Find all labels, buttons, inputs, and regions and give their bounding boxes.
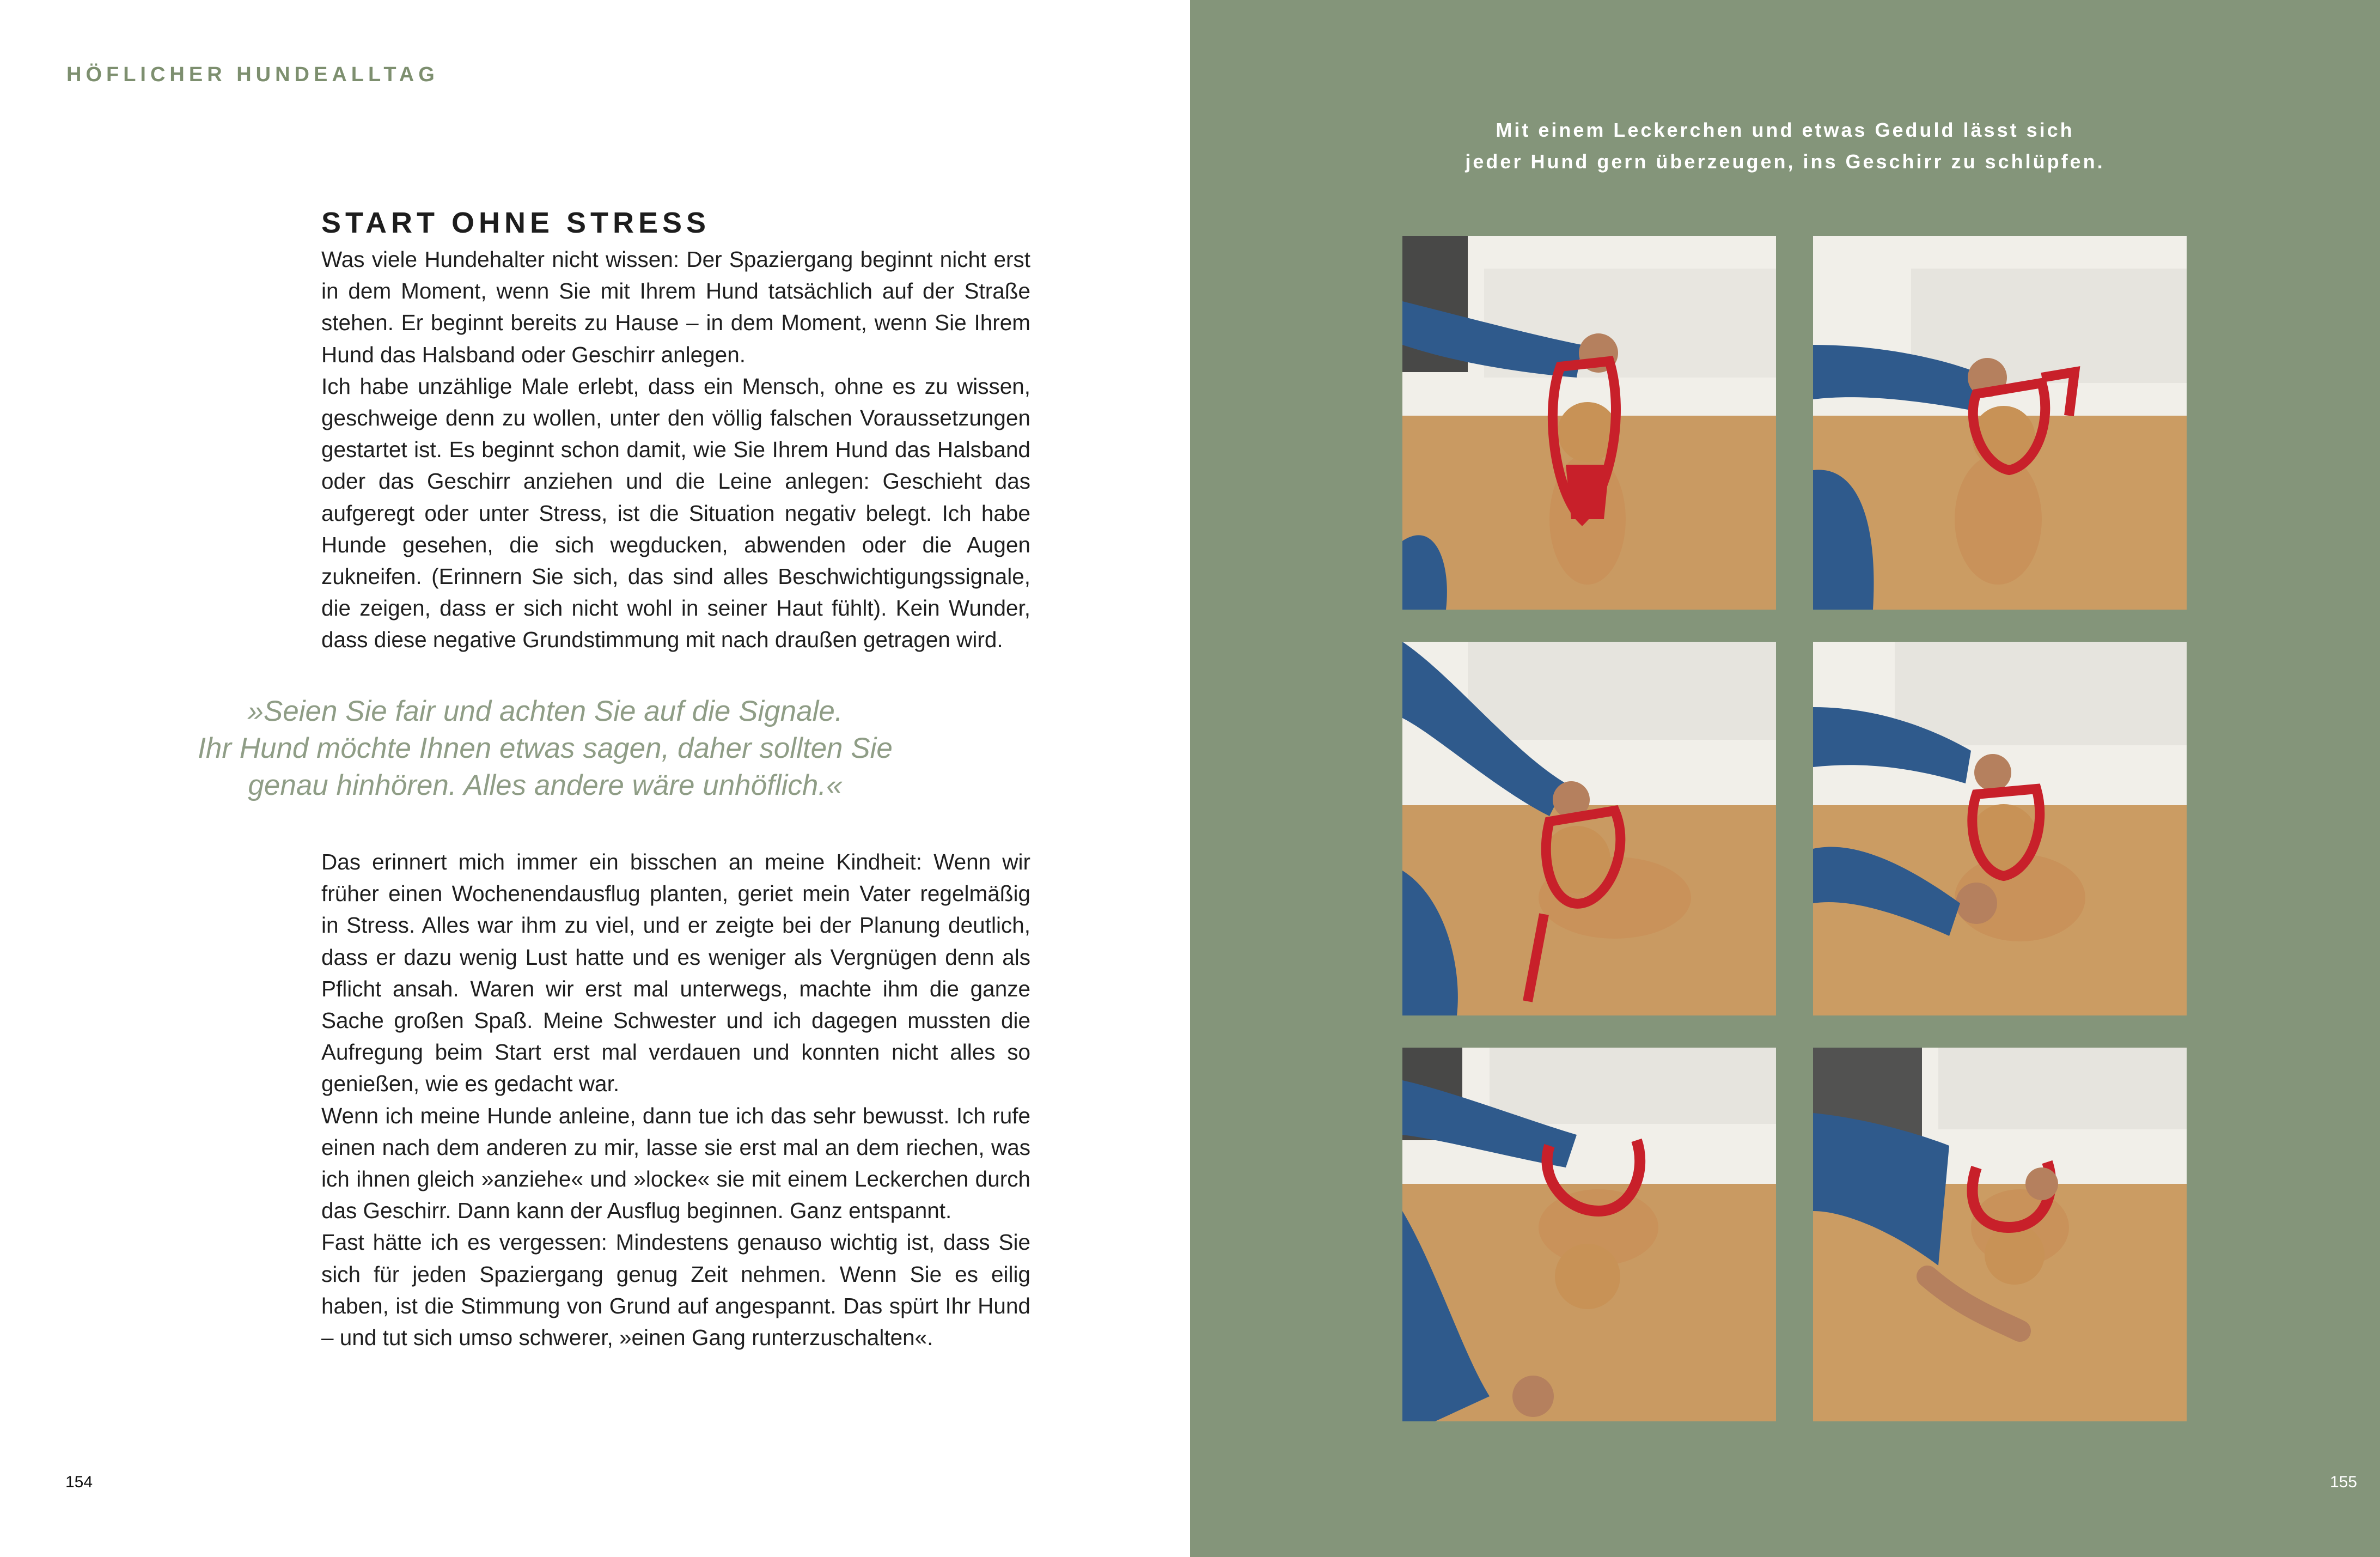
pull-quote	[163, 693, 927, 804]
right-page	[1190, 0, 2380, 1557]
photo-illustration	[1402, 236, 1776, 610]
photo-harness-step-2	[1813, 236, 2187, 610]
pull-quote-line: Ihr Hund möchte Ihnen etwas sagen, daher sollten Sie	[198, 732, 893, 764]
section-heading: START OHNE STRESS	[321, 206, 711, 239]
photo-caption	[1190, 114, 2380, 178]
photo-harness-step-4	[1813, 642, 2187, 1015]
paragraph: Ich habe unzählige Male erlebt, dass ein Mensch, ohne es zu wissen, geschweige denn zu wollen, unter den völlig falschen Voraussetzungen gestartet ist. Es beginnt schon damit, wie Sie Ihrem Hund das Halsband oder das Geschirr anziehen und die Leine anlegen: Geschieht das aufgeregt oder unter Stress, ist die Situation negativ belegt. Ich habe Hunde gesehen, die sich wegducken, abwenden oder die Augen zukneifen. (Erinnern Sie sich, das sind alles Beschwichtigungssignale, die zeigen, dass er sich nicht wohl in seiner Haut fühlt). Kein Wunder, dass diese negative Grundstimmung mit nach draußen getragen wird.	[321, 373, 1030, 653]
page-number-right: 155	[2329, 1473, 2357, 1491]
caption-line: Mit einem Leckerchen und etwas Geduld lässt sich	[1496, 119, 2074, 141]
paragraph: Fast hätte ich es vergessen: Mindestens genauso wichtig ist, dass Sie sich für jeden Spaziergang genug Zeit nehmen. Wenn Sie es eilig haben, ist die Stimmung von Grund auf angespannt. Das spürt Ihr Hund – und tut sich umso schwerer, »einen Gang runterzuschalten«.	[321, 1230, 1030, 1351]
photo-illustration	[1813, 236, 2187, 610]
photo-harness-step-3	[1402, 642, 1776, 1015]
photo-illustration	[1402, 642, 1776, 1015]
page-number-left: 154	[65, 1473, 93, 1491]
pull-quote-line: »Seien Sie fair und achten Sie auf die Signale.	[247, 695, 843, 727]
pull-quote-line: genau hinhören. Alles andere wäre unhöflich.«	[248, 769, 843, 801]
photo-harness-step-1	[1402, 236, 1776, 610]
body-text-bottom	[321, 846, 1030, 1353]
photo-illustration	[1402, 1048, 1776, 1421]
photo-illustration	[1813, 642, 2187, 1015]
paragraph: Das erinnert mich immer ein bisschen an meine Kindheit: Wenn wir früher einen Wochenendausflug planten, geriet mein Vater regelmäßig in Stress. Alles war ihm zu viel, und er zeigte bei der Planung deutlich, dass er dazu wenig Lust hatte und es weniger als Vergnügen denn als Pflicht ansah. Waren wir erst mal unterwegs, machte ihm die ganze Sache großen Spaß. Meine Schwester und ich dagegen mussten die Aufregung beim Start erst mal verdauen und konnten nicht alles so genießen, wie es gedacht war.	[321, 849, 1030, 1097]
photo-harness-step-5	[1402, 1048, 1776, 1421]
caption-line: jeder Hund gern überzeugen, ins Geschirr zu schlüpfen.	[1465, 150, 2105, 173]
paragraph: Wenn ich meine Hunde anleine, dann tue ich das sehr bewusst. Ich rufe einen nach dem anderen zu mir, lasse sie erst mal an dem riechen, was ich ihnen gleich »anziehe« und »locke« sie mit einem Leckerchen durch das Geschirr. Dann kann der Ausflug beginnen. Ganz entspannt.	[321, 1103, 1030, 1224]
running-head: HÖFLICHER HUNDEALLTAG	[66, 63, 439, 86]
photo-harness-step-6	[1813, 1048, 2187, 1421]
photo-illustration	[1813, 1048, 2187, 1421]
body-text-top	[321, 244, 1030, 656]
paragraph: Was viele Hundehalter nicht wissen: Der Spaziergang beginnt nicht erst in dem Moment, wenn Sie mit Ihrem Hund tatsächlich auf der Straße stehen. Er beginnt bereits zu Hause – in dem Moment, wenn Sie Ihrem Hund das Halsband oder Geschirr anlegen.	[321, 247, 1030, 367]
